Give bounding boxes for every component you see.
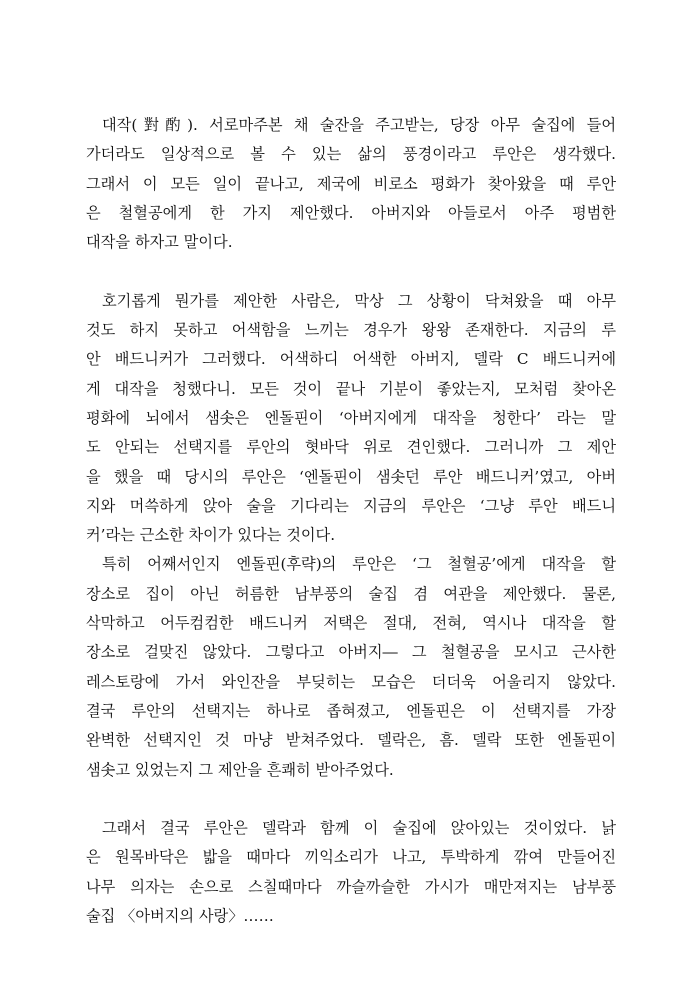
text-line: 장소로 집이 아닌 허름한 남부풍의 술집 겸 여관을 제안했다. 물론,: [86, 584, 616, 603]
paragraph-gap: [86, 785, 616, 814]
text-line: 레스토랑에 가서 와인잔을 부딪히는 모습은 더더욱 어울리지 않았다.: [86, 672, 616, 691]
text-line: 그래서 이 모든 일이 끝나고, 제국에 비로소 평화가 찾아왔을 때 루안: [86, 174, 616, 193]
body-text: [86, 111, 616, 931]
text-line: 결국 루안의 선택지는 하나로 좁혀졌고, 엔돌핀은 이 선택지를 가장: [86, 701, 616, 720]
text-line: 특히 어째서인지 엔돌핀(후략)의 루안은 ‘그 철혈공’에게 대작을 할: [102, 555, 616, 574]
text-line: 평화에 뇌에서 샘솟은 엔돌핀이 ‘아버지에게 대작을 청한다’ 라는 말: [86, 408, 616, 427]
text-line: 커’라는 근소한 차이가 있다는 것이다.: [86, 526, 336, 545]
text-line: 안 배드니커가 그러했다. 어색하디 어색한 아버지, 델락 C 배드니커에: [86, 350, 616, 369]
text-line: 은 철혈공에게 한 가지 제안했다. 아버지와 아들로서 아주 평범한: [86, 203, 616, 222]
text-line: 술집 〈아버지의 사랑〉……: [86, 907, 274, 926]
text-line: 완벽한 선택지인 것 마냥 받쳐주었다. 델락은, 흠. 델락 또한 엔돌핀이: [86, 731, 616, 750]
text-line: 삭막하고 어두컴컴한 배드니커 저택은 절대, 전혀, 역시나 대작을 할: [86, 614, 616, 633]
paragraph-gap: [86, 257, 616, 286]
text-line: 나무 의자는 손으로 스칠때마다 까슬까슬한 가시가 매만져지는 남부풍: [86, 877, 616, 896]
text-line: 도 안되는 선택지를 루안의 혓바닥 위로 견인했다. 그러니까 그 제안: [86, 438, 616, 457]
text-line: 대작을 하자고 말이다.: [86, 233, 233, 252]
text-line: 은 원목바닥은 밟을 때마다 끼익소리가 나고, 투박하게 깎여 만들어진: [86, 848, 616, 867]
text-line: 지와 머쓱하게 앉아 술을 기다리는 지금의 루안은 ‘그냥 루안 배드니: [86, 496, 616, 515]
text-line: 을 했을 때 당시의 루안은 ‘엔돌핀이 샘솟던 루안 배드니커’였고, 아버: [86, 467, 616, 486]
text-line: 샘솟고 있었는지 그 제안을 흔쾌히 받아주었다.: [86, 760, 394, 779]
text-line: 장소로 걸맞진 않았다. 그렇다고 아버지― 그 철혈공을 모시고 근사한: [86, 643, 616, 662]
text-line: 그래서 결국 루안은 델락과 함께 이 술집에 앉아있는 것이었다. 낡: [102, 819, 616, 838]
text-line: 호기롭게 뭔가를 제안한 사람은, 막상 그 상황이 닥쳐왔을 때 아무: [102, 291, 616, 310]
text-line: 가더라도 일상적으로 볼 수 있는 삶의 풍경이라고 루안은 생각했다.: [86, 145, 616, 164]
text-line: 것도 하지 못하고 어색함을 느끼는 경우가 왕왕 존재한다. 지금의 루: [86, 321, 616, 340]
text-line: 게 대작을 청했다니. 모든 것이 끝나 기분이 좋았는지, 모처럼 찾아온: [86, 379, 616, 398]
text-line: 대작(對酌). 서로마주본 채 술잔을 주고받는, 당장 아무 술집에 들어: [102, 116, 616, 134]
